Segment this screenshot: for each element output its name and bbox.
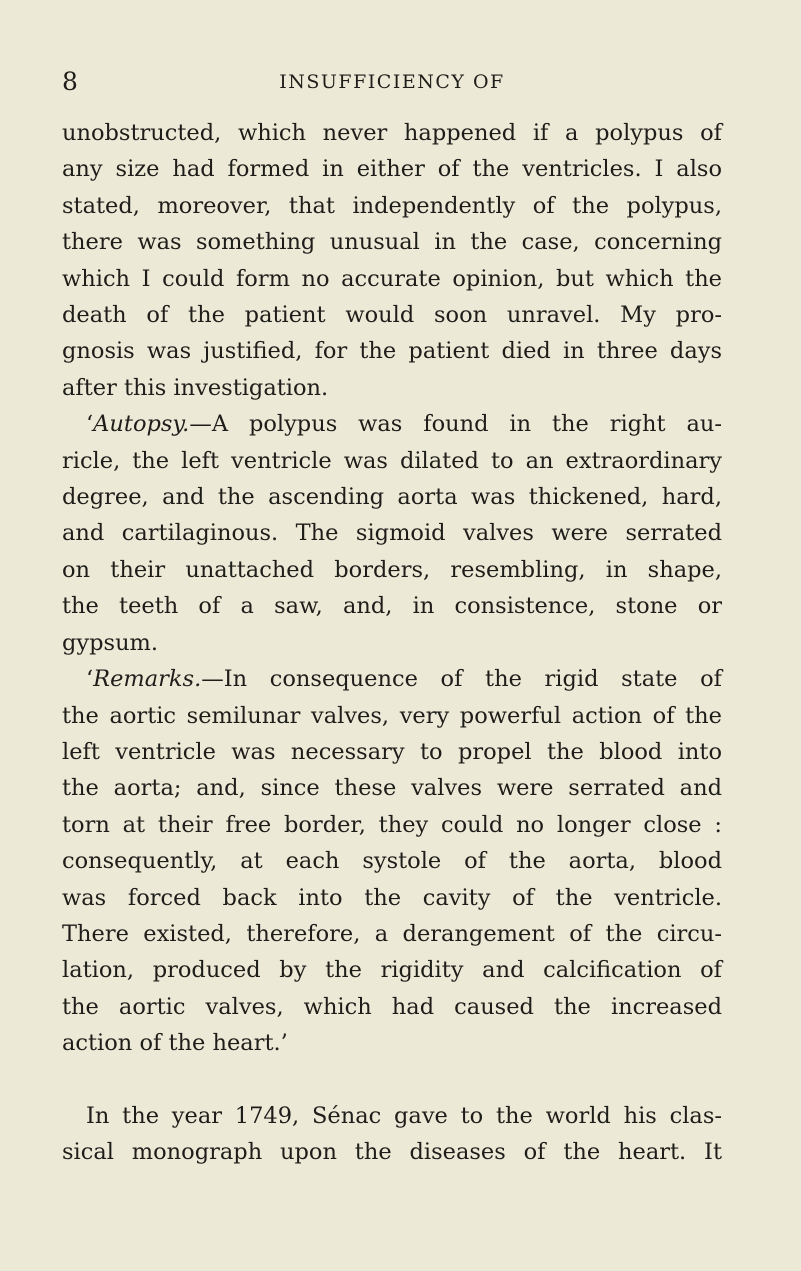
text-segment: ‘: [86, 666, 94, 693]
text-segment: —In consequence of the rigid state of: [201, 666, 722, 693]
running-head: INSUFFICIENCY OF: [279, 71, 505, 93]
text-line: [62, 115, 722, 151]
text-line: [62, 406, 722, 442]
page-number: 8: [62, 67, 78, 96]
text-line: [62, 625, 722, 661]
text-segment: degree, and the ascending aorta was thickened, hard,: [62, 484, 722, 511]
text-segment: ‘: [86, 411, 94, 438]
text-segment: ricle, the left ventricle was dilated to an extraordinary: [62, 447, 722, 474]
section-label: Remarks.: [93, 666, 202, 693]
text-segment: death of the patient would soon unravel. My pro-: [62, 302, 722, 329]
text-segment: the aorta; and, since these valves were serrated and: [62, 775, 722, 802]
text-line: [62, 698, 722, 734]
text-line: [62, 952, 722, 988]
text-segment: —A polypus was found in the right au-: [189, 411, 722, 438]
text-line: [62, 261, 722, 297]
text-line: [62, 880, 722, 916]
text-line: [62, 333, 722, 369]
page-header: [62, 64, 722, 100]
body-text: [62, 115, 722, 1171]
text-line: [62, 843, 722, 879]
text-line: [62, 588, 722, 624]
text-segment: the teeth of a saw, and, in consistence, stone or: [62, 593, 722, 620]
text-segment: there was something unusual in the case, concerning: [62, 229, 722, 256]
text-line: [62, 552, 722, 588]
text-segment: There existed, therefore, a derangement of the circu-: [62, 920, 722, 947]
text-segment: torn at their free border, they could no longer close :: [62, 811, 722, 838]
text-segment: the aortic valves, which had caused the increased: [62, 993, 722, 1020]
text-line: [62, 1025, 722, 1061]
text-segment: lation, produced by the rigidity and calcification of: [62, 957, 722, 984]
text-segment: after this investigation.: [62, 374, 329, 401]
text-line: [62, 297, 722, 333]
section-label: Autopsy.: [93, 411, 190, 438]
text-line: [62, 807, 722, 843]
text-segment: In the year 1749, Sénac gave to the world his clas-: [86, 1102, 722, 1129]
text-segment: which I could form no accurate opinion, but which the: [62, 265, 722, 292]
text-segment: the aortic semilunar valves, very powerful action of the: [62, 702, 722, 729]
text-line: [62, 188, 722, 224]
text-line: [62, 515, 722, 551]
text-segment: action of the heart.’: [62, 1030, 288, 1057]
text-line: [62, 770, 722, 806]
text-segment: gypsum.: [62, 629, 159, 656]
text-line: [62, 661, 722, 697]
text-segment: and cartilaginous. The sigmoid valves were serrated: [62, 520, 722, 547]
text-line: [62, 1134, 722, 1170]
text-line: [62, 734, 722, 770]
text-segment: was forced back into the cavity of the ventricle.: [62, 884, 722, 911]
text-segment: left ventricle was necessary to propel the blood into: [62, 738, 722, 765]
text-segment: gnosis was justified, for the patient died in three days: [62, 338, 722, 365]
text-segment: consequently, at each systole of the aorta, blood: [62, 848, 722, 875]
text-line: [62, 151, 722, 187]
text-segment: stated, moreover, that independently of the polypus,: [62, 192, 722, 219]
text-segment: sical monograph upon the diseases of the heart. It: [62, 1139, 722, 1166]
text-segment: unobstructed, which never happened if a polypus of: [62, 120, 722, 146]
text-line: [62, 479, 722, 515]
text-line: [62, 224, 722, 260]
text-line: [62, 989, 722, 1025]
text-segment: any size had formed in either of the ventricles. I also: [62, 156, 722, 183]
text-segment: on their unattached borders, resembling, in shape,: [62, 556, 722, 583]
text-line: [62, 443, 722, 479]
text-line: [62, 370, 722, 406]
text-line: [62, 916, 722, 952]
text-line: [62, 1098, 722, 1134]
